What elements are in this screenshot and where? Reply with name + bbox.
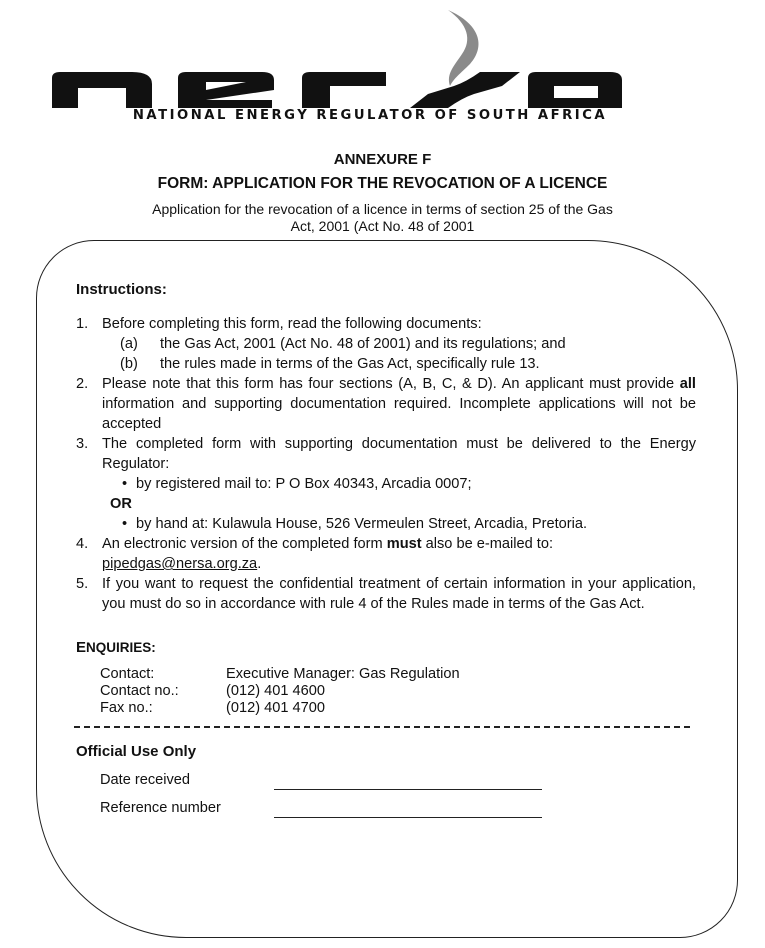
instruction-item-3	[76, 434, 696, 534]
subtitle-line-2: Act, 2001 (Act No. 48 of 2001	[290, 218, 475, 234]
or-label: OR	[110, 496, 132, 512]
instruction-item-5	[76, 574, 696, 614]
bullet-by-hand	[102, 514, 696, 534]
instruction-text	[102, 534, 696, 554]
contact-details	[76, 666, 696, 717]
sub-item-text: the rules made in terms of the Gas Act, specifically rule 13.	[160, 356, 540, 372]
contact-no-row	[100, 683, 696, 700]
instructions-list	[76, 314, 696, 614]
heading-rest: NQUIRIES:	[86, 640, 156, 655]
reference-number-label: Reference number	[100, 800, 221, 816]
reference-number-field[interactable]	[274, 800, 542, 818]
sub-item-label: (b)	[120, 356, 138, 372]
emphasis-must: must	[386, 536, 422, 552]
dashed-divider	[74, 726, 690, 728]
bullet-text: by hand at: Kulawula House, 526 Vermeulen Street, Arcadia, Pretoria.	[136, 516, 588, 532]
bullet-icon: •	[122, 516, 128, 532]
instruction-number: 5.	[76, 576, 89, 592]
instruction-text: Before completing this form, read the following documents:	[102, 316, 482, 332]
sub-item-b	[102, 354, 696, 374]
emphasis-all: all	[679, 376, 696, 392]
text-part: information and supporting documentation required. Incomplete applications will not be accepted	[102, 396, 696, 432]
instruction-item-2	[76, 374, 696, 434]
instruction-number: 3.	[76, 436, 89, 452]
contact-label: Contact:	[100, 666, 155, 682]
contact-value: Executive Manager: Gas Regulation	[226, 666, 460, 682]
form-subtitle	[0, 201, 765, 235]
annexure-label: ANNEXURE F	[333, 151, 432, 168]
date-received-label: Date received	[100, 772, 191, 788]
nersa-logo-graphic	[50, 6, 690, 114]
email-link[interactable]: pipedgas@nersa.org.za	[102, 556, 258, 572]
official-use-heading: Official Use Only	[76, 743, 197, 760]
panel-content	[76, 280, 696, 818]
sub-item-text: the Gas Act, 2001 (Act No. 48 of 2001) and its regulations; and	[160, 336, 566, 352]
instructions-heading: Instructions:	[76, 281, 167, 298]
sub-item-a	[102, 334, 696, 354]
instruction-number: 2.	[76, 376, 89, 392]
contact-row	[100, 666, 696, 683]
contact-no-value: (012) 401 4600	[226, 683, 325, 699]
fax-label: Fax no.:	[100, 700, 153, 716]
instruction-text	[102, 374, 696, 434]
date-received-row	[76, 770, 696, 790]
instruction-item-4	[76, 534, 696, 574]
form-title: FORM: APPLICATION FOR THE REVOCATION OF A LICENCE	[157, 175, 608, 192]
bullet-text: by registered mail to: P O Box 40343, Arcadia 0007;	[136, 476, 472, 492]
reference-number-row	[76, 798, 696, 818]
fax-value: (012) 401 4700	[226, 700, 325, 716]
instruction-number: 4.	[76, 536, 89, 552]
instruction-item-1	[76, 314, 696, 374]
fax-row	[100, 700, 696, 717]
text-part: Please note that this form has four sections (A, B, C, & D). An applicant must provide	[102, 376, 680, 392]
text-part: .	[257, 556, 262, 572]
enquiries-heading	[76, 638, 696, 658]
date-received-field[interactable]	[274, 772, 542, 790]
logo-tagline: NATIONAL ENERGY REGULATOR OF SOUTH AFRICA	[132, 108, 608, 123]
instruction-text: The completed form with supporting documentation must be delivered to the Energy Regulator:	[102, 436, 696, 472]
text-part: also be e-mailed to:	[421, 536, 554, 552]
bullet-icon: •	[122, 476, 128, 492]
instruction-text: If you want to request the confidential treatment of certain information in your application, you must do so in accordance with rule 4 of the Rules made in terms of the Gas Act.	[102, 576, 696, 612]
contact-no-label: Contact no.:	[100, 683, 179, 699]
heading-initial: E	[76, 639, 87, 656]
bullet-registered-mail	[102, 474, 696, 494]
subtitle-line-1: Application for the revocation of a licence in terms of section 25 of the Gas	[152, 201, 613, 217]
instruction-number: 1.	[76, 316, 89, 332]
sub-item-label: (a)	[120, 336, 138, 352]
text-part: An electronic version of the completed form	[102, 536, 387, 552]
